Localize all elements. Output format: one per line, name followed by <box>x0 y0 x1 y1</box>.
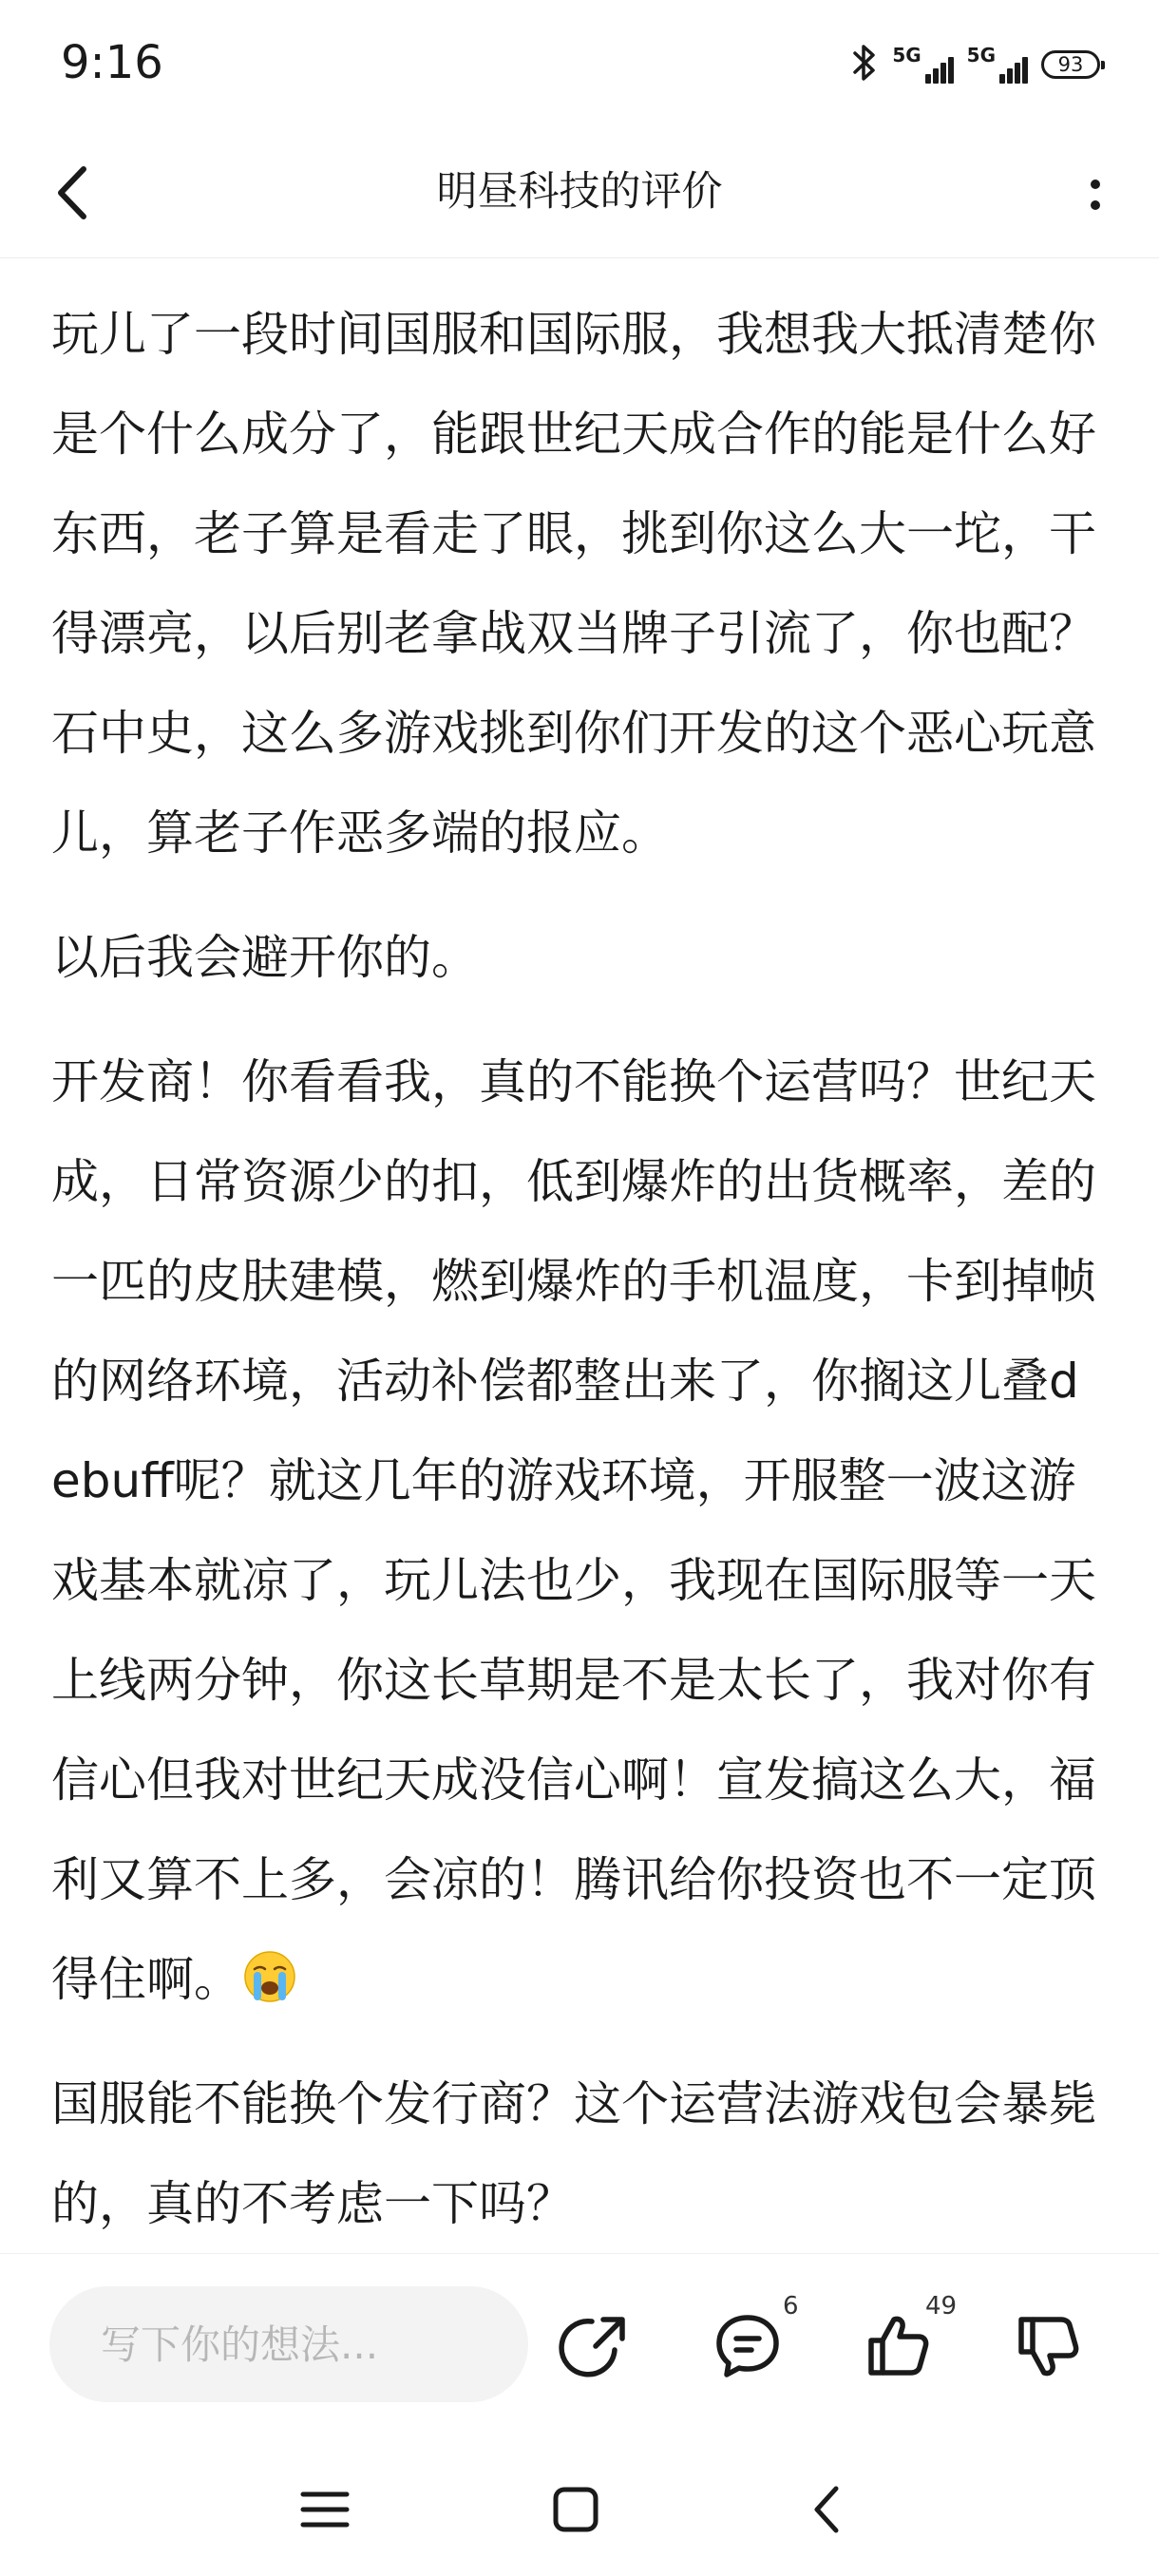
signal-1-label: 5G <box>892 44 922 66</box>
menu-icon <box>299 2489 351 2530</box>
review-paragraph-1: 玩儿了一段时间国服和国际服，我想我大抵清楚你是个什么成分了，能跟世纪天成合作的能是什么好东西，老子算是看走了眼，挑到你这么大一坨，干得漂亮，以后别老拿战双当牌子引流了，你也配？石中史，这么多游戏挑到你们开发的这个恶心玩意儿，算老子作恶多端的报应。 <box>51 307 1096 861</box>
more-vertical-icon <box>1091 180 1100 189</box>
action-bar <box>0 2253 1159 2434</box>
share-icon <box>558 2308 634 2384</box>
signal-1-icon <box>892 46 953 84</box>
comment-icon <box>710 2308 786 2384</box>
status-time: 9:16 <box>61 36 163 89</box>
review-paragraph-4: 国服能不能换个发行商？这个运营法游戏包会暴毙的，真的不考虑一下吗？ <box>51 2076 1096 2231</box>
like-button[interactable] <box>855 2292 958 2389</box>
home-button[interactable] <box>538 2472 614 2548</box>
dislike-button[interactable] <box>1005 2303 1091 2389</box>
like-count: 49 <box>925 2292 958 2320</box>
review-paragraph-2: 以后我会避开你的。 <box>51 930 479 985</box>
review-paragraph-3-text: 开发商！你看看我，真的不能换个运营吗？世纪天成，日常资源少的扣，低到爆炸的出货概率，差的一匹的皮肤建模，燃到爆炸的手机温度，卡到掉帧的网络环境，活动补偿都整出来了，你搁这儿叠debuff呢？就这几年的游戏环境，开服整一波这游戏基本就凉了，玩儿法也少，我现在国际服等一天上线两分钟，你这长草期是不是太长了，我对你有信心但我对世纪天成没信心啊！宣发搞这么大，福利又算不上多，会凉的！腾讯给你投资也不一定顶得住啊。 <box>51 1054 1096 2007</box>
review-paragraph-3 <box>51 1032 1108 2030</box>
bluetooth-icon <box>850 42 879 87</box>
signal-2-icon <box>967 46 1028 84</box>
status-indicators <box>850 38 1100 91</box>
review-content <box>51 285 1108 2242</box>
more-options-button[interactable] <box>1072 161 1119 228</box>
thumbs-up-icon <box>860 2308 936 2384</box>
system-nav-bar <box>0 2434 1159 2576</box>
comment-button[interactable] <box>705 2292 799 2389</box>
crying-face-icon <box>241 1948 298 2005</box>
recent-apps-button[interactable] <box>287 2472 363 2548</box>
share-button[interactable] <box>553 2303 638 2389</box>
battery-level: 93 <box>1057 53 1084 76</box>
page-title: 明昼科技的评价 <box>436 168 723 216</box>
home-icon <box>552 2486 599 2533</box>
thumbs-down-icon <box>1010 2308 1086 2384</box>
signal-2-label: 5G <box>966 44 996 66</box>
system-back-button[interactable] <box>788 2472 864 2548</box>
comment-input[interactable] <box>49 2286 528 2402</box>
status-bar <box>0 0 1159 123</box>
more-vertical-icon-dot <box>1091 200 1100 210</box>
back-icon <box>808 2483 846 2536</box>
battery-indicator <box>1041 50 1100 79</box>
comment-count: 6 <box>783 2292 799 2320</box>
header <box>0 123 1159 258</box>
